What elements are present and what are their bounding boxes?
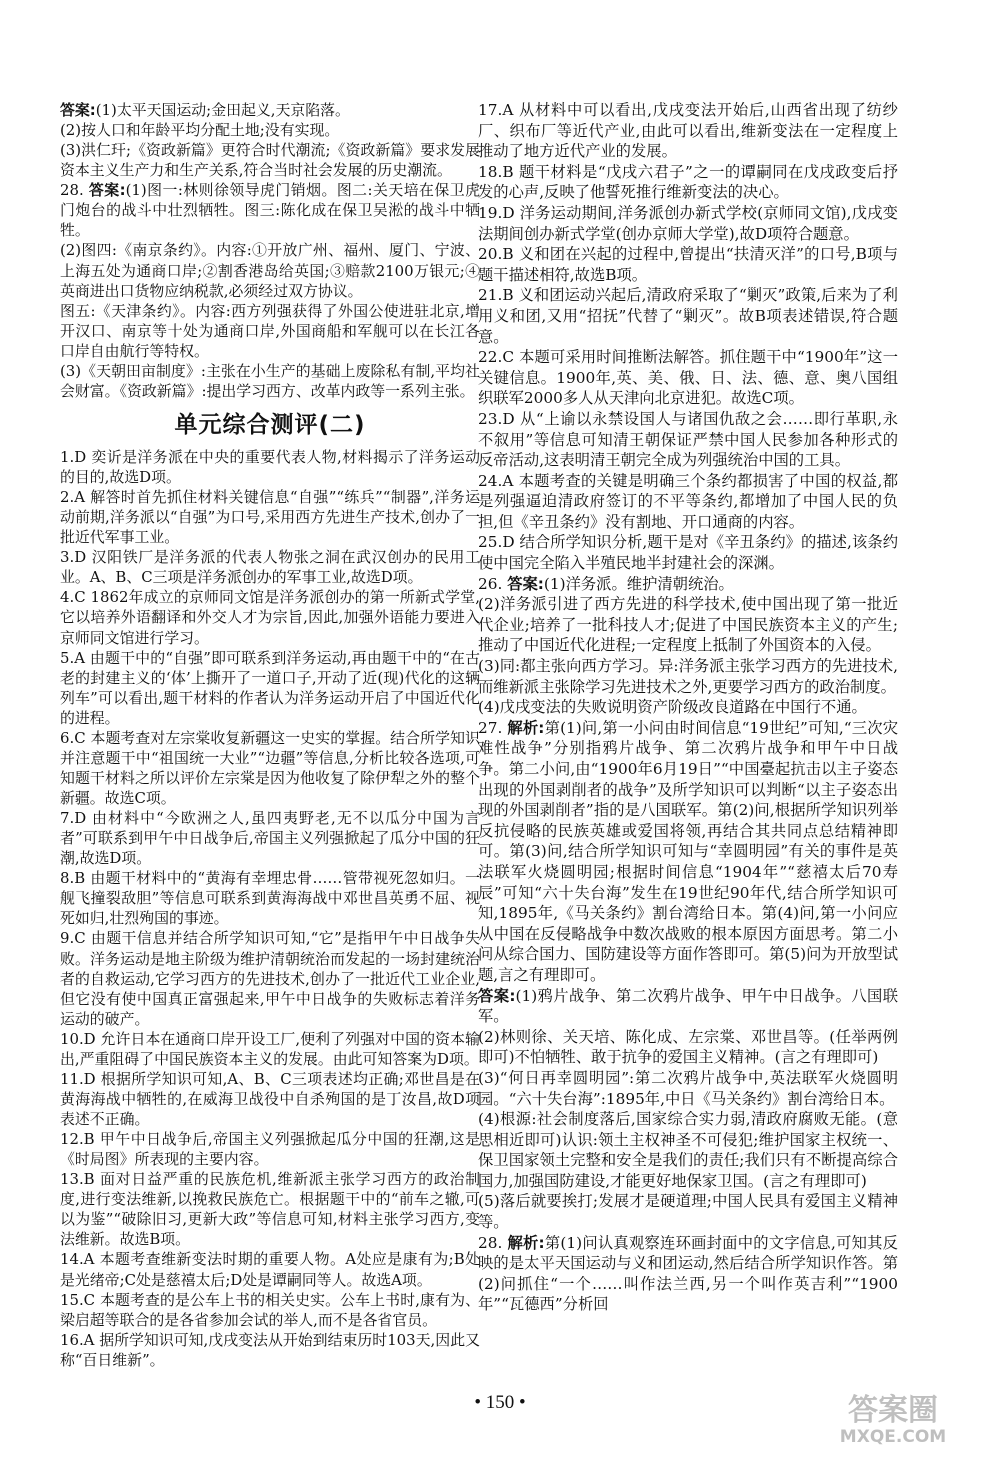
answer-item	[478, 203, 898, 244]
item-number: 10.D	[60, 1029, 96, 1048]
item-text: (1)洋务派。维护清朝统治。	[543, 574, 734, 593]
answer-paragraph	[478, 1109, 898, 1191]
item-text: (2)林则徐、关天培、陈化成、左宗棠、邓世昌等。(任举两例即可)不怕牺牲、敢于抗争的爱国主义精神。(言之有理即可)	[478, 1027, 898, 1067]
item-text: 第(1)问认真观察连环画封面中的文字信息,可知其反映的是太平天国运动与义和团运动,然后结合所学知识作答。第(2)问抓住“一个……叫作法兰西,另一个叫作英吉利”“1900年”“瓦德西”分析回	[478, 1233, 898, 1314]
item-number: 16.A	[60, 1330, 95, 1349]
item-number: 22.C	[478, 348, 515, 367]
page-number: • 150 •	[474, 1392, 526, 1413]
answer-paragraph	[60, 100, 480, 120]
item-number: 2.A	[60, 488, 85, 507]
answer-item	[478, 244, 898, 285]
item-text: 允许日本在通商口岸开设工厂,便利了列强对中国的资本输出,严重阻碍了中国民族资本主义的发展。由此可知答案为D项。	[60, 1029, 480, 1068]
item-text: (3)“何日再幸圆明园”:第二次鸦片战争中,英法联军火烧圆明园。“六十失台海”:1895年,中日《马关条约》割台湾给日本。	[478, 1068, 898, 1108]
answer-item	[478, 347, 898, 409]
answer-item	[478, 574, 898, 595]
answer-item	[60, 1249, 480, 1289]
item-label: 答案:	[507, 574, 544, 593]
item-text: (3)洪仁玕;《资政新篇》更符合时代潮流;《资政新篇》要求发展资本主义生产力和生产关系,符合当时社会发展的历史潮流。	[60, 141, 480, 180]
item-label: 解析:	[507, 718, 545, 737]
item-text: 据所学知识可知,戊戌变法从开始到结束历时103天,因此又称“百日维新”。	[60, 1330, 481, 1369]
item-label: 答案:	[60, 101, 96, 119]
answer-item	[60, 808, 480, 868]
item-number: 15.C	[60, 1290, 96, 1309]
answer-item	[60, 447, 480, 487]
item-text: 甲午中日战争后,帝国主义列强掀起瓜分中国的狂潮,这是《时局图》所表现的主要内容。	[60, 1130, 480, 1169]
item-number: 4.C	[60, 588, 86, 607]
item-number: 8.B	[60, 869, 86, 888]
item-number: 17.A	[478, 101, 514, 119]
item-number: 7.D	[60, 809, 87, 828]
item-text: 根据所学知识可知,A、B、C三项表述均正确;邓世昌是在黄海海战中牺牲的,在威海卫战役中自杀殉国的是丁汝昌,故D项表述不正确。	[60, 1069, 481, 1128]
answer-item	[60, 1290, 480, 1330]
item-text: (2)按人口和年龄平均分配土地;没有实现。	[60, 121, 340, 140]
section-heading: 单元综合测评(二)	[174, 411, 366, 438]
item-number: 12.B	[60, 1130, 95, 1149]
item-text: (1)鸦片战争、第二次鸦片战争、甲午中日战争。八国联军。	[478, 986, 898, 1026]
item-text: (4)根源:社会制度落后,国家综合实力弱,清政府腐败无能。(意思相近即可)认识:领土主权神圣不可侵犯;维护国家主权统一、保卫国家领土完整和安全是我们的责任;我们只有不断提高综合国力,加强国防建设,才能更好地保家卫国。(言之有理即可)	[478, 1110, 898, 1190]
item-number: 6.C	[60, 728, 86, 747]
item-text: (1)图一:林则徐领导虎门销烟。图二:关天培在保卫虎门炮台的战斗中壮烈牺牲。图三:陈化成在保卫吴淞的战斗中牺牲。	[60, 181, 480, 240]
answer-paragraph	[60, 240, 480, 300]
item-number: 28.	[478, 1233, 503, 1252]
item-text: 第(1)问,第一小问由时间信息“19世纪”可知,“三次灾难性战争”分别指鸦片战争、第二次鸦片战争和甲午中日战争。第二小问,由“1900年6月19日”“中国臺起抗击以主子姿态出现的外国剥削者的战争”及所学知识可以判断“以主子姿态出现的外国剥削者”指的是八国联军。第(2)问,根据所学知识列举反抗侵略的民族英雄或爱国将领,再结合其共同点总结精神即可。第(3)问,结合所学知识可知与“幸圆明园”有关的事件是英法联军火烧圆明园;根据时间信息“1904年”“慈禧太后70寿辰”可知“六十失台海”发生在19世纪90年代,结合所学知识可知,1895年,《马关条约》割台湾给日本。第(4)问,第一小问应从中国在反侵略战争中数次战败的根本原因方面思考。第二小问从综合国力、国防建设等方面作答即可。第(5)问为开放型试题,言之有理即可。	[478, 718, 898, 984]
item-number: 19.D	[478, 203, 515, 222]
item-text: 义和团运动兴起后,清政府采取了“剿灭”政策,后来为了利用义和团,又用“招抚”代替了“剿灭”。故B项表述错误,符合题意。	[478, 286, 898, 346]
item-label: 答案:	[88, 181, 126, 200]
item-text: (2)洋务派引进了西方先进的科学技术,使中国出现了第一批近代企业;培养了一批科技人才;促进了中国民族资本主义的产生;推动了中国近代化进程;一定程度上抵制了外国资本的入侵。	[478, 595, 898, 655]
answer-item	[60, 587, 480, 647]
item-text: 本题考查对左宗棠收复新疆这一史实的掌握。结合所学知识并注意题干中“祖国统一大业”“边疆”等信息,分析比较各选项,可知题干材料之所以评价左宗棠是因为他收复了除伊犁之外的整个新疆。故选C项。	[60, 728, 480, 807]
watermark-logo	[804, 1384, 982, 1448]
item-number: 3.D	[60, 548, 87, 567]
answer-item	[60, 547, 480, 587]
answer-paragraph	[60, 120, 480, 140]
answer-paragraph	[478, 697, 898, 718]
right-column	[478, 100, 898, 1315]
item-text: 汉阳铁厂是洋务派的代表人物张之洞在武汉创办的民用工业。A、B、C三项是洋务派创办的军事工业,故选D项。	[60, 548, 480, 587]
answer-item	[60, 1129, 480, 1169]
answer-item	[60, 728, 480, 808]
answer-item	[478, 471, 898, 533]
answer-item	[60, 1330, 480, 1370]
answer-item	[60, 928, 480, 1028]
item-text: 解答时首先抓住材料关键信息“自强”“练兵”“制器”,洋务运动前期,洋务派以“自强”为口号,采用西方先进生产技术,创办了一批近代军事工业。	[60, 488, 480, 547]
item-number: 23.D	[478, 409, 515, 428]
item-text: (5)落后就要挨打;发展才是硬道理;中国人民具有爱国主义精神等。	[478, 1192, 898, 1232]
answer-paragraph	[478, 1191, 898, 1232]
item-label: 解析:	[507, 1233, 545, 1252]
item-number: 21.B	[478, 286, 514, 305]
answer-item	[478, 1233, 898, 1315]
answer-item	[478, 100, 898, 162]
item-number: 14.A	[60, 1250, 95, 1269]
item-text: 1862年成立的京师同文馆是洋务派创办的第一所新式学堂,它以培养外语翻译和外交人才为宗旨,因此,加强外语能力要进入京师同文馆进行学习。	[60, 588, 480, 647]
item-text: 本题考查的是公车上书的相关史实。公车上书时,康有为、梁启超等联合的是各省参加会试的举人,而不是各省官员。	[60, 1290, 480, 1329]
item-text: 题干材料是“戊戌六君子”之一的谭嗣同在戊戌政变后抒发的心声,反映了他誓死推行维新变法的决心。	[478, 162, 898, 202]
answer-item	[60, 180, 480, 240]
answer-item	[60, 1029, 480, 1069]
answer-item	[60, 487, 480, 547]
item-text: 图五:《天津条约》。内容:西方列强获得了外国公使进驻北京,增开汉口、南京等十处为通商口岸,外国商船和军舰可以在长江各口岸自由航行等特权。	[60, 301, 480, 360]
answer-item	[478, 409, 898, 471]
item-text: 由题干材料中的“黄海有幸埋忠骨……管带视死忽如归。一舰飞撞裂敌胆”等信息可联系到黄海海战中邓世昌英勇不屈、视死如归,壮烈殉国的事迹。	[60, 869, 481, 928]
answer-paragraph	[478, 656, 898, 697]
item-number: 26.	[478, 574, 503, 593]
answer-paragraph	[478, 594, 898, 656]
answer-item	[478, 718, 898, 986]
item-text: 义和团在兴起的过程中,曾提出“扶清灭洋”的口号,B项与题干描述相符,故选B项。	[478, 245, 898, 284]
item-number: 11.D	[60, 1069, 96, 1088]
item-text: (3)同:都主张向西方学习。异:洋务派主张学习西方的先进技术,而维新派主张除学习先进技术之外,更要学习西方的政治制度。	[478, 657, 898, 696]
item-number: 1.D	[60, 447, 87, 466]
item-text: (4)戊戌变法的失败说明资产阶级改良道路在中国行不通。	[478, 698, 867, 717]
answer-item	[478, 285, 898, 347]
answer-paragraph	[478, 1068, 898, 1109]
item-text: 面对日益严重的民族危机,维新派主张学习西方的政治制度,进行变法维新,以挽救民族危亡。根据题干中的“前车之辙,可以为鉴”“破除旧习,更新大政”等信息可知,材料主张学习西方,变法维新。故选B项。	[60, 1170, 480, 1249]
watermark-title: 答案圈	[848, 1393, 938, 1428]
answer-paragraph	[60, 361, 480, 401]
answer-paragraph	[478, 986, 898, 1027]
item-number: 28.	[60, 181, 84, 200]
item-number: 27.	[478, 718, 503, 737]
answer-item	[478, 532, 898, 573]
item-number: 9.C	[60, 929, 86, 948]
watermark-subtitle: MXQE.COM	[839, 1427, 947, 1447]
answer-paragraph	[60, 140, 480, 180]
answer-item	[60, 1169, 480, 1249]
item-number: 24.A	[478, 471, 514, 490]
item-number: 18.B	[478, 162, 514, 181]
item-text: (1)太平天国运动;金田起义,天京陷落。	[95, 101, 350, 119]
item-text: 由题干中的“自强”即可联系到洋务运动,再由题干中的“在古老的封建主义的‘体’上撕开了一道口子,开动了近(现)代化的这辆列车”可以看出,题干材料的作者认为洋务运动开启了中国近代化的进程。	[60, 648, 481, 727]
item-text: (2)图四:《南京条约》。内容:①开放广州、福州、厦门、宁波、上海五处为通商口岸;②割香港岛给英国;③赔款2100万银元;④英商进出口货物应纳税款,必须经过双方协议。	[60, 241, 480, 300]
left-column	[60, 100, 480, 1370]
answer-item	[60, 868, 480, 928]
answer-item	[478, 162, 898, 203]
answer-paragraph	[478, 1027, 898, 1068]
answer-item	[60, 1069, 480, 1129]
item-number: 5.A	[60, 648, 85, 667]
answer-paragraph	[60, 301, 480, 361]
item-text: (3)《天朝田亩制度》:主张在小生产的基础上废除私有制,平均社会财富。《资政新篇》:提出学习西方、改革内政等一系列主张。	[60, 361, 480, 400]
item-text: 本题考查的关键是明确三个条约都损害了中国的权益,都是列强逼迫清政府签订的不平等条约,都增加了中国人民的负担,但《辛丑条约》没有割地、开口通商的内容。	[478, 471, 898, 531]
answer-item	[60, 648, 480, 728]
item-text: 由材料中“今欧洲之人,虽四夷野老,无不以瓜分中国为言者”可联系到甲午中日战争后,帝国主义列强掀起了瓜分中国的狂潮,故选D项。	[60, 809, 480, 868]
item-text: 从“上谕以永禁设国人与诸国仇敌之会……即行革职,永不叙用”等信息可知清王朝保证严禁中国人民参加各种形式的反帝活动,这表明清王朝完全成为列强统治中国的工具。	[478, 409, 898, 470]
item-text: 洋务运动期间,洋务派创办新式学校(京师同文馆),戊戌变法期间创办新式学堂(创办京师大学堂),故D项符合题意。	[478, 203, 898, 243]
item-text: 结合所学知识分析,题干是对《辛丑条约》的描述,该条约使中国完全陷入半殖民地半封建社会的深渊。	[478, 533, 898, 573]
item-text: 由题干信息并结合所学知识可知,“它”是指甲午中日战争失败。洋务运动是地主阶级为维护清朝统治而发起的一场封建统治者的自救运动,它学习西方的先进技术,创办了一批近代工业企业,但它没有使中国真正富强起来,甲午中日战争的失败标志着洋务运动的破产。	[60, 929, 481, 1028]
item-text: 本题考查维新变法时期的重要人物。A处应是康有为;B处是光绪帝;C处是慈禧太后;D处是谭嗣同等人。故选A项。	[60, 1250, 480, 1289]
item-text: 从材料中可以看出,戊戌变法开始后,山西省出现了纺纱厂、织布厂等近代产业,由此可以看出,维新变法在一定程度上推动了地方近代产业的发展。	[478, 101, 898, 161]
item-label: 答案:	[478, 986, 516, 1005]
item-number: 13.B	[60, 1170, 95, 1189]
item-number: 20.B	[478, 245, 514, 264]
item-number: 25.D	[478, 533, 515, 552]
item-text: 本题可采用时间推断法解答。抓住题干中“1900年”这一关键信息。1900年,英、美、俄、日、法、德、意、奥八国组织联军2000多人从天津向北京进犯。故选C项。	[478, 348, 898, 408]
item-text: 奕䜣是洋务派在中央的重要代表人物,材料揭示了洋务运动的目的,故选D项。	[60, 447, 480, 486]
